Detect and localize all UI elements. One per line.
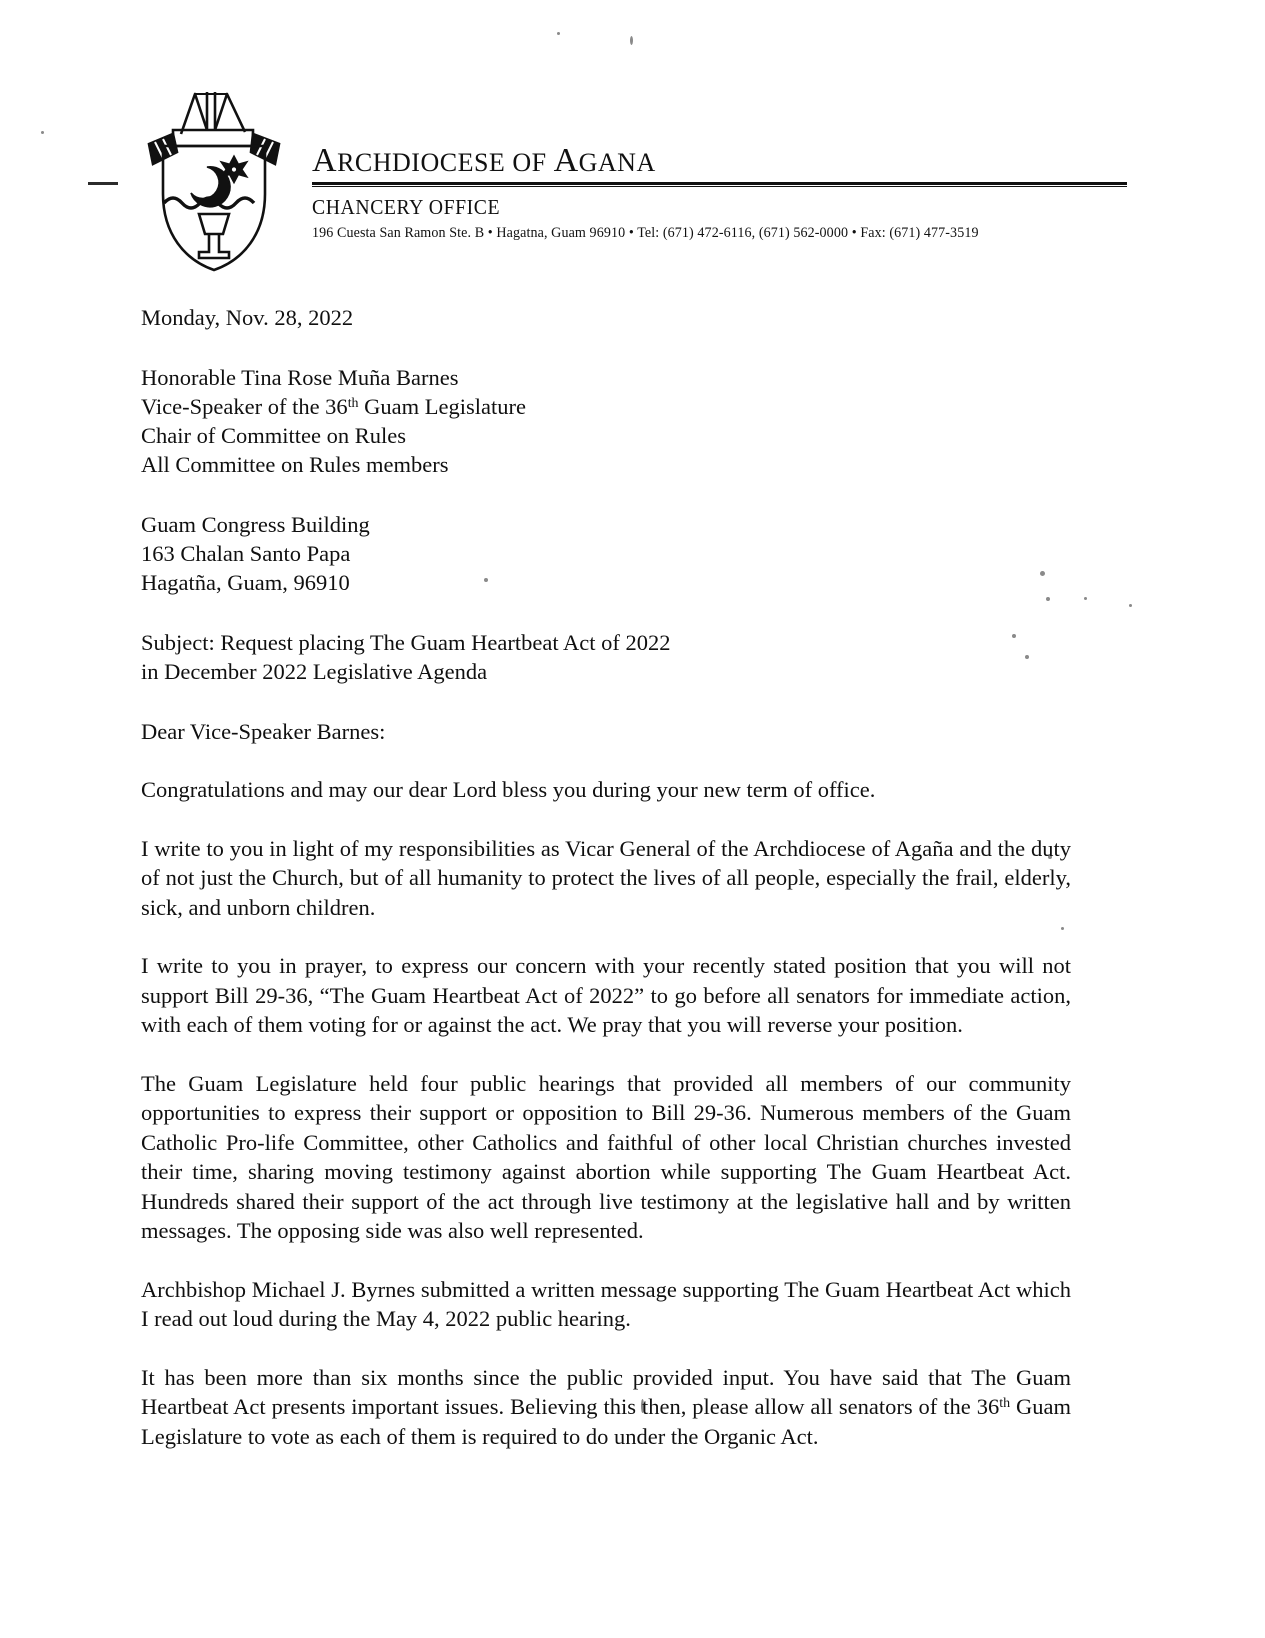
office-contact-line: 196 Cuesta San Ramon Ste. B • Hagatna, Guam 96910 • Tel: (671) 472-6116, (671) 562-0000 • Fax: (671) 477-3519 [312, 224, 979, 241]
ordinal-suffix: th [999, 1395, 1011, 1411]
address-line-3: Hagatña, Guam, 96910 [141, 570, 350, 595]
paragraph-archbishop-byrnes: Archbishop Michael J. Byrnes submitted a written message supporting The Guam Heartbeat Act which I read out loud during the May 4, 2022 public hearing. [141, 1276, 1071, 1331]
recipient-title-prefix: Vice-Speaker of the 36 [141, 394, 348, 419]
paragraph-bill-29-36: I write to you in prayer, to express our concern with your recently stated position that you will not support Bill 29-36, “The Guam Heartbeat Act of 2022” to go before all senators for immediate action, with each of them voting for or against the act. We pray that you will reverse your position. [141, 953, 1071, 1037]
paragraph-organic-act [141, 1363, 1071, 1452]
letterhead-text [312, 143, 1127, 242]
subject-line-1: Subject: Request placing The Guam Heartbeat Act of 2022 [141, 630, 671, 655]
paragraph-public-hearings: The Guam Legislature held four public hearings that provided all members of our community opportunities to express their support or opposition to Bill 29-36. Numerous members of the Guam Catholic Pro-life Committee, other Catholics and faithful of other local Christian churches invested their time, sharing moving testimony against abortion while supporting The Guam Heartbeat Act. Hundreds shared their support of the act through live testimony at the legislative hall and by written messages. The opposing side was also well represented. [141, 1070, 1071, 1243]
scan-speck [1084, 597, 1087, 600]
coat-of-arms-icon [133, 72, 295, 272]
letterhead [0, 0, 1265, 285]
recipient-group: All Committee on Rules members [141, 452, 449, 477]
address-line-1: Guam Congress Building [141, 512, 370, 537]
recipient-name: Honorable Tina Rose Muña Barnes [141, 365, 459, 390]
org-name: ARCHDIOCESE OF AGANA [312, 142, 656, 179]
final-paragraph-part1: It has been more than six months since the public provided input. You have said that The Guam Heartbeat Act presents important issues. Believing this then, please allow all senators of the 36 [141, 1364, 1071, 1419]
letterhead-divider [312, 182, 1127, 187]
recipient-role: Chair of Committee on Rules [141, 423, 406, 448]
recipient-title [141, 392, 1071, 421]
salutation: Dear Vice-Speaker Barnes: [141, 719, 386, 744]
address-line-2: 163 Chalan Santo Papa [141, 541, 351, 566]
final-paragraph-part2: Guam Legislature to vote as each of them is required to do under the Organic Act. [141, 1394, 1071, 1449]
recipient-block [141, 363, 1071, 479]
subject-block [141, 628, 1071, 686]
office-name: CHANCERY OFFICE [312, 194, 501, 219]
ordinal-suffix: th [347, 395, 359, 411]
letter-date: Monday, Nov. 28, 2022 [141, 305, 354, 330]
recipient-address [141, 510, 1071, 597]
subject-line-2: in December 2022 Legislative Agenda [141, 659, 488, 684]
scan-speck [1129, 604, 1132, 607]
recipient-title-suffix: Guam Legislature [358, 394, 526, 419]
paragraph-vicar-general: I write to you in light of my responsibilities as Vicar General of the Archdiocese of Agaña and the duty of not just the Church, but of all humanity to protect the lives of all people, especially the frail, elderly, sick, and unborn children. [141, 835, 1071, 920]
paragraph-congratulations: Congratulations and may our dear Lord bless you during your new term of office. [141, 777, 876, 802]
letter-body [141, 303, 1071, 1480]
